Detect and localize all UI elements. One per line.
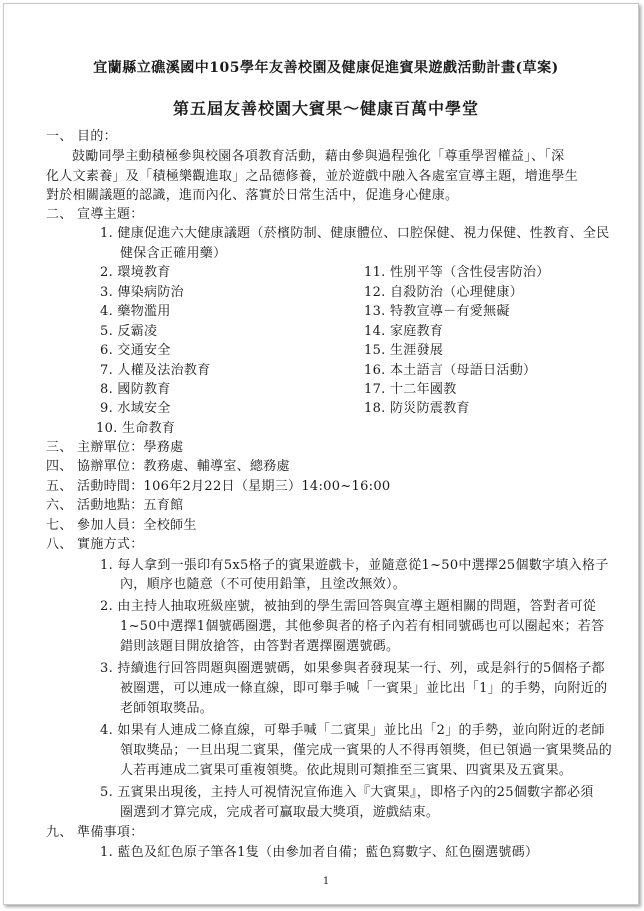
- method-item: 2. 由主持人抽取班級座號，被抽到的學生需回答與宣導主題相關的問題，答對者可從: [100, 599, 597, 614]
- topic-item: 16. 本土語言（母語日活動）: [364, 363, 537, 378]
- method-item: 圈選到才算完成，完成者可贏取最大獎項，遊戲結束。: [120, 805, 440, 820]
- method-item: 5. 五賓果出現後，主持人可視情況宣佈進入『大賓果』，即格子內的25個數字都必須: [100, 785, 594, 800]
- method-item: 1~50中選擇1個號碼圈選，其他參與者的格子內若有相同號碼也可以圈起來；若答: [120, 619, 605, 634]
- topic-item: 5. 反霸凌: [100, 324, 158, 339]
- topic-item: 1. 健康促進六大健康議題（菸檳防制、健康體位、口腔保健、視力保健、性教育、全民: [100, 226, 610, 241]
- section-location: 六、 活動地點：五育館: [46, 498, 184, 513]
- method-item: 內，順序也隨意（不可使用鉛筆，且塗改無效）。: [120, 577, 407, 592]
- topic-item: 7. 人權及法治教育: [100, 363, 211, 378]
- section-time: 五、 活動時間：106年2月22日（星期三）14:00~16:00: [46, 479, 391, 494]
- section-organizer: 三、 主辦單位：學務處: [46, 440, 184, 455]
- topic-item: 15. 生涯發展: [364, 343, 444, 358]
- topic-item: 13. 特教宣導－有愛無礙: [364, 304, 510, 319]
- preparation-item: 1. 藍色及紅色原子筆各1隻（由參加者自備；藍色寫數字、紅色圈選號碼）: [100, 845, 539, 860]
- section-heading-topics: 二、 宣導主題：: [46, 207, 144, 222]
- topic-item: 10. 生命教育: [96, 421, 176, 436]
- method-item: 4. 如果有人連成二條直線，可舉手喊「二賓果」並比出「2」的手勢，並向附近的老師: [100, 723, 605, 738]
- purpose-line: 對於相關議題的認識，進而內化、落實於日常生活中，促進身心健康。: [46, 188, 459, 203]
- purpose-line: 鼓勵同學主動積極參與校園各項教育活動，藉由參與過程強化「尊重學習權益」、「深: [72, 149, 565, 164]
- section-co-organizer: 四、 協辦單位：教務處、輔導室、總務處: [46, 459, 290, 474]
- topic-item: 健保含正確用藥）: [120, 246, 227, 261]
- topic-item: 9. 水域安全: [100, 401, 171, 416]
- topic-item: 4. 藥物濫用: [100, 304, 171, 319]
- method-item: 3. 持續進行回答問題與圈選號碼，如果參與者發現某一行、列，或是斜行的5個格子都: [100, 661, 605, 676]
- topic-item: 11. 性別平等（含性侵害防治）: [364, 265, 550, 280]
- topic-item: 12. 自殺防治（心理健康）: [364, 285, 524, 300]
- method-item: 1. 每人拿到一張印有5x5格子的賓果遊戲卡，並隨意從1~50中選擇25個數字填入格子: [100, 558, 609, 573]
- method-item: 人若再連成二賓果可重複領獎。依此規則可類推至三賓果、四賓果及五賓果。: [120, 763, 573, 778]
- section-heading-purpose: 一、 目的：: [46, 129, 117, 144]
- purpose-line: 化人文素養」及「積極樂觀進取」之品德修養，並於遊戲中融入各處室宣導主題，增進學生: [46, 169, 579, 184]
- topic-item: 2. 環境教育: [100, 265, 171, 280]
- topic-item: 18. 防災防震教育: [364, 401, 470, 416]
- topic-item: 14. 家庭教育: [364, 324, 444, 339]
- topic-item: 8. 國防教育: [100, 382, 171, 397]
- topic-item: 3. 傳染病防治: [100, 285, 184, 300]
- section-participants: 七、 參加人員：全校師生: [46, 518, 197, 533]
- method-item: 被圈選，可以連成一條直線，即可舉手喊「一賓果」並比出「1」的手勢，向附近的: [120, 681, 608, 696]
- method-item: 領取獎品；一旦出現二賓果，僅完成一賓果的人不得再領獎，但已領過一賓果獎品的: [120, 743, 613, 758]
- method-item: 老師領取獎品。: [120, 701, 214, 716]
- page-number: 1: [322, 876, 330, 887]
- topic-item: 17. 十二年國教: [364, 382, 457, 397]
- document-page: [3, 3, 639, 905]
- section-heading-method: 八、 實施方式：: [46, 537, 144, 552]
- section-heading-preparation: 九、 準備事項：: [46, 825, 144, 840]
- document-subtitle: 第五屆友善校園大賓果～健康百萬中學堂: [172, 99, 479, 118]
- document-title: 宜蘭縣立礁溪國中105學年友善校園及健康促進賓果遊戲活動計畫(草案): [93, 60, 559, 76]
- method-item: 錯則該題目開放搶答，由答對者選擇圈選號碼。: [120, 639, 400, 654]
- topic-item: 6. 交通安全: [100, 343, 171, 358]
